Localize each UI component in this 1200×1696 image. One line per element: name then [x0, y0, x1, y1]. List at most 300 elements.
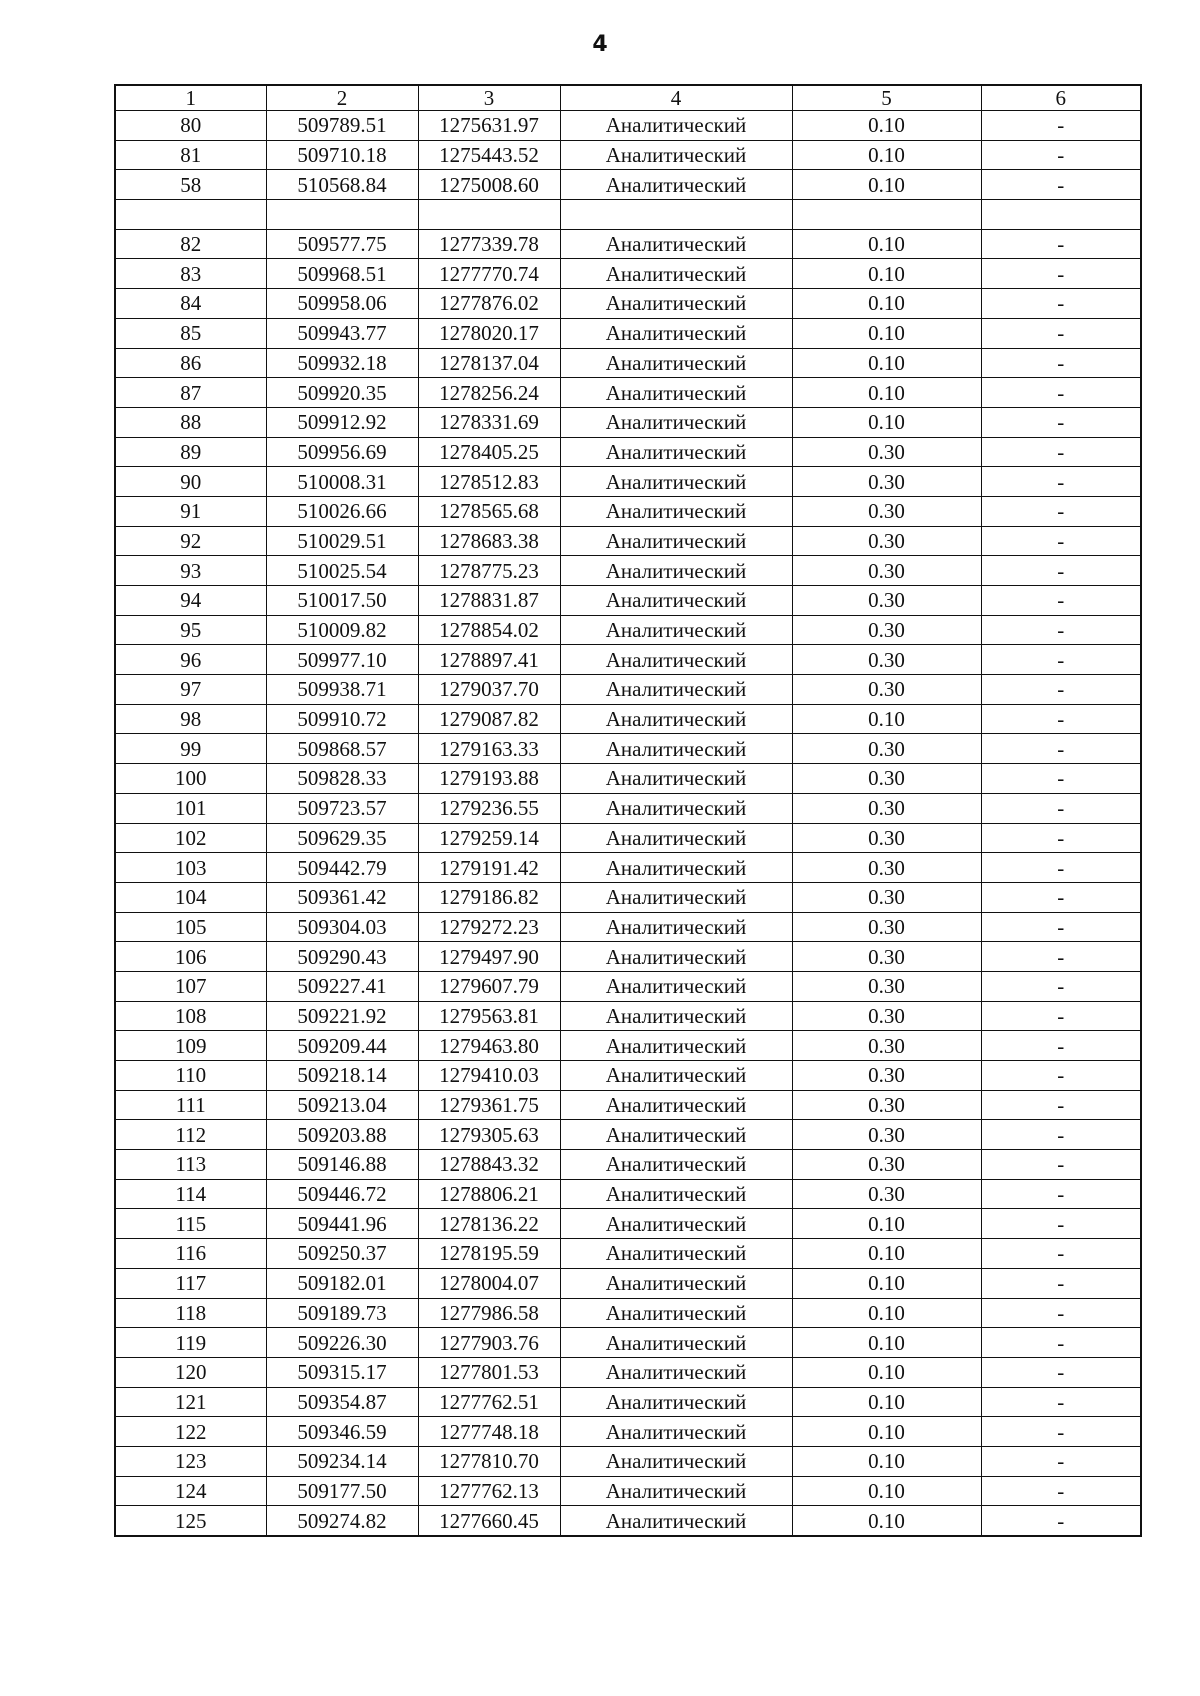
y-coordinate-cell: 1279607.79: [418, 971, 560, 1001]
method-cell: Аналитический: [560, 1239, 792, 1269]
y-coordinate-cell: 1275008.60: [418, 170, 560, 200]
point-number-cell: 90: [115, 467, 266, 497]
method-cell: Аналитический: [560, 912, 792, 942]
x-coordinate-cell: 509442.79: [266, 853, 418, 883]
note-cell: -: [981, 437, 1141, 467]
x-coordinate-cell: 509710.18: [266, 140, 418, 170]
table-row: [115, 407, 1141, 437]
table-row: [115, 140, 1141, 170]
method-cell: Аналитический: [560, 140, 792, 170]
coordinates-table: [114, 84, 1142, 1537]
note-cell: -: [981, 1209, 1141, 1239]
x-coordinate-cell: 509577.75: [266, 229, 418, 259]
x-coordinate-cell: 509213.04: [266, 1090, 418, 1120]
point-number-cell: 113: [115, 1150, 266, 1180]
method-cell: Аналитический: [560, 1061, 792, 1091]
table-row: [115, 467, 1141, 497]
accuracy-cell: 0.30: [792, 1001, 981, 1031]
note-cell: -: [981, 259, 1141, 289]
point-number-cell: 91: [115, 496, 266, 526]
x-coordinate-cell: 509209.44: [266, 1031, 418, 1061]
table-row: [115, 170, 1141, 200]
x-coordinate-cell: 509182.01: [266, 1268, 418, 1298]
table-row: [115, 1387, 1141, 1417]
y-coordinate-cell: 1278020.17: [418, 318, 560, 348]
x-coordinate-cell: 509441.96: [266, 1209, 418, 1239]
accuracy-cell: 0.10: [792, 111, 981, 141]
point-number-cell: 88: [115, 407, 266, 437]
method-cell: Аналитический: [560, 1476, 792, 1506]
y-coordinate-cell: 1279305.63: [418, 1120, 560, 1150]
column-header: 6: [981, 85, 1141, 111]
note-cell: -: [981, 645, 1141, 675]
x-coordinate-cell: 509912.92: [266, 407, 418, 437]
table-row: [115, 853, 1141, 883]
x-coordinate-cell: 509346.59: [266, 1417, 418, 1447]
y-coordinate-cell: 1277660.45: [418, 1506, 560, 1536]
accuracy-cell: 0.10: [792, 1387, 981, 1417]
point-number-cell: 108: [115, 1001, 266, 1031]
accuracy-cell: 0.10: [792, 348, 981, 378]
accuracy-cell: 0.30: [792, 1031, 981, 1061]
note-cell: -: [981, 1001, 1141, 1031]
table-row: [115, 1090, 1141, 1120]
table-row: [115, 200, 1141, 230]
x-coordinate-cell: 509956.69: [266, 437, 418, 467]
note-cell: -: [981, 764, 1141, 794]
column-header: 5: [792, 85, 981, 111]
note-cell: -: [981, 1387, 1141, 1417]
note-cell: -: [981, 1239, 1141, 1269]
note-cell: -: [981, 229, 1141, 259]
note-cell: -: [981, 1476, 1141, 1506]
method-cell: Аналитический: [560, 1506, 792, 1536]
point-number-cell: 110: [115, 1061, 266, 1091]
table-row: [115, 1120, 1141, 1150]
x-coordinate-cell: 509938.71: [266, 675, 418, 705]
accuracy-cell: 0.30: [792, 586, 981, 616]
point-number-cell: 112: [115, 1120, 266, 1150]
y-coordinate-cell: 1278195.59: [418, 1239, 560, 1269]
method-cell: Аналитический: [560, 1209, 792, 1239]
accuracy-cell: 0.10: [792, 1328, 981, 1358]
accuracy-cell: 0.10: [792, 407, 981, 437]
point-number-cell: 111: [115, 1090, 266, 1120]
x-coordinate-cell: 509446.72: [266, 1179, 418, 1209]
method-cell: Аналитический: [560, 586, 792, 616]
x-coordinate-cell: 509723.57: [266, 793, 418, 823]
accuracy-cell: 0.10: [792, 318, 981, 348]
accuracy-cell: 0.30: [792, 971, 981, 1001]
x-coordinate-cell: 509828.33: [266, 764, 418, 794]
y-coordinate-cell: 1278512.83: [418, 467, 560, 497]
y-coordinate-cell: 1279191.42: [418, 853, 560, 883]
table-body: [115, 85, 1141, 1536]
table-row: [115, 764, 1141, 794]
x-coordinate-cell: 509177.50: [266, 1476, 418, 1506]
point-number-cell: 121: [115, 1387, 266, 1417]
point-number-cell: 83: [115, 259, 266, 289]
table-row: [115, 1417, 1141, 1447]
point-number-cell: 101: [115, 793, 266, 823]
accuracy-cell: 0.30: [792, 496, 981, 526]
accuracy-cell: [792, 200, 981, 230]
x-coordinate-cell: 510017.50: [266, 586, 418, 616]
y-coordinate-cell: 1278405.25: [418, 437, 560, 467]
y-coordinate-cell: 1277762.13: [418, 1476, 560, 1506]
note-cell: -: [981, 348, 1141, 378]
accuracy-cell: 0.10: [792, 170, 981, 200]
y-coordinate-cell: 1279410.03: [418, 1061, 560, 1091]
y-coordinate-cell: 1277876.02: [418, 289, 560, 319]
point-number-cell: 102: [115, 823, 266, 853]
point-number-cell: 80: [115, 111, 266, 141]
table-header-row: [115, 85, 1141, 111]
note-cell: -: [981, 704, 1141, 734]
accuracy-cell: 0.30: [792, 556, 981, 586]
point-number-cell: 92: [115, 526, 266, 556]
x-coordinate-cell: 509932.18: [266, 348, 418, 378]
note-cell: -: [981, 882, 1141, 912]
note-cell: -: [981, 1179, 1141, 1209]
y-coordinate-cell: 1277339.78: [418, 229, 560, 259]
x-coordinate-cell: 509910.72: [266, 704, 418, 734]
table-row: [115, 1061, 1141, 1091]
method-cell: Аналитический: [560, 615, 792, 645]
point-number-cell: 82: [115, 229, 266, 259]
accuracy-cell: 0.30: [792, 1061, 981, 1091]
accuracy-cell: 0.10: [792, 289, 981, 319]
table-row: [115, 1298, 1141, 1328]
method-cell: Аналитический: [560, 734, 792, 764]
method-cell: Аналитический: [560, 704, 792, 734]
accuracy-cell: 0.10: [792, 704, 981, 734]
y-coordinate-cell: 1278565.68: [418, 496, 560, 526]
point-number-cell: 122: [115, 1417, 266, 1447]
note-cell: -: [981, 971, 1141, 1001]
note-cell: -: [981, 1328, 1141, 1358]
method-cell: Аналитический: [560, 1387, 792, 1417]
note-cell: -: [981, 675, 1141, 705]
method-cell: Аналитический: [560, 1268, 792, 1298]
method-cell: Аналитический: [560, 229, 792, 259]
method-cell: Аналитический: [560, 971, 792, 1001]
method-cell: Аналитический: [560, 1417, 792, 1447]
method-cell: Аналитический: [560, 942, 792, 972]
method-cell: Аналитический: [560, 1120, 792, 1150]
point-number-cell: 114: [115, 1179, 266, 1209]
note-cell: -: [981, 734, 1141, 764]
x-coordinate-cell: 509250.37: [266, 1239, 418, 1269]
accuracy-cell: 0.30: [792, 1120, 981, 1150]
note-cell: -: [981, 1268, 1141, 1298]
point-number-cell: 117: [115, 1268, 266, 1298]
table-row: [115, 556, 1141, 586]
x-coordinate-cell: 510029.51: [266, 526, 418, 556]
note-cell: -: [981, 407, 1141, 437]
y-coordinate-cell: 1278854.02: [418, 615, 560, 645]
y-coordinate-cell: 1277748.18: [418, 1417, 560, 1447]
x-coordinate-cell: 510025.54: [266, 556, 418, 586]
point-number-cell: 87: [115, 378, 266, 408]
method-cell: Аналитический: [560, 1150, 792, 1180]
point-number-cell: [115, 200, 266, 230]
x-coordinate-cell: 509221.92: [266, 1001, 418, 1031]
point-number-cell: 85: [115, 318, 266, 348]
y-coordinate-cell: 1279463.80: [418, 1031, 560, 1061]
method-cell: Аналитический: [560, 1298, 792, 1328]
table-row: [115, 734, 1141, 764]
x-coordinate-cell: 509274.82: [266, 1506, 418, 1536]
note-cell: -: [981, 556, 1141, 586]
note-cell: -: [981, 1090, 1141, 1120]
method-cell: Аналитический: [560, 378, 792, 408]
x-coordinate-cell: 509361.42: [266, 882, 418, 912]
accuracy-cell: 0.30: [792, 1090, 981, 1120]
method-cell: Аналитический: [560, 1001, 792, 1031]
x-coordinate-cell: 509920.35: [266, 378, 418, 408]
note-cell: -: [981, 1506, 1141, 1536]
method-cell: Аналитический: [560, 289, 792, 319]
point-number-cell: 94: [115, 586, 266, 616]
point-number-cell: 103: [115, 853, 266, 883]
y-coordinate-cell: 1279497.90: [418, 942, 560, 972]
table-row: [115, 615, 1141, 645]
note-cell: -: [981, 586, 1141, 616]
table-row: [115, 348, 1141, 378]
table-row: [115, 1506, 1141, 1536]
table-row: [115, 912, 1141, 942]
point-number-cell: 89: [115, 437, 266, 467]
table-row: [115, 259, 1141, 289]
y-coordinate-cell: 1279259.14: [418, 823, 560, 853]
x-coordinate-cell: 509943.77: [266, 318, 418, 348]
note-cell: -: [981, 318, 1141, 348]
y-coordinate-cell: 1279236.55: [418, 793, 560, 823]
y-coordinate-cell: 1275443.52: [418, 140, 560, 170]
note-cell: -: [981, 1061, 1141, 1091]
table-row: [115, 526, 1141, 556]
table-row: [115, 496, 1141, 526]
y-coordinate-cell: 1275631.97: [418, 111, 560, 141]
table-row: [115, 437, 1141, 467]
point-number-cell: 81: [115, 140, 266, 170]
note-cell: -: [981, 140, 1141, 170]
y-coordinate-cell: 1277762.51: [418, 1387, 560, 1417]
x-coordinate-cell: [266, 200, 418, 230]
y-coordinate-cell: 1279361.75: [418, 1090, 560, 1120]
table-row: [115, 823, 1141, 853]
method-cell: Аналитический: [560, 882, 792, 912]
table-row: [115, 1357, 1141, 1387]
method-cell: Аналитический: [560, 407, 792, 437]
point-number-cell: 115: [115, 1209, 266, 1239]
y-coordinate-cell: 1279037.70: [418, 675, 560, 705]
accuracy-cell: 0.30: [792, 645, 981, 675]
table-row: [115, 1446, 1141, 1476]
point-number-cell: 125: [115, 1506, 266, 1536]
x-coordinate-cell: 510009.82: [266, 615, 418, 645]
table-row: [115, 1328, 1141, 1358]
accuracy-cell: 0.30: [792, 764, 981, 794]
accuracy-cell: 0.30: [792, 526, 981, 556]
point-number-cell: 93: [115, 556, 266, 586]
accuracy-cell: 0.30: [792, 467, 981, 497]
note-cell: -: [981, 823, 1141, 853]
accuracy-cell: 0.10: [792, 1417, 981, 1447]
table-row: [115, 378, 1141, 408]
accuracy-cell: 0.10: [792, 1446, 981, 1476]
column-header: 2: [266, 85, 418, 111]
x-coordinate-cell: 509203.88: [266, 1120, 418, 1150]
method-cell: Аналитический: [560, 1446, 792, 1476]
point-number-cell: 124: [115, 1476, 266, 1506]
y-coordinate-cell: 1278004.07: [418, 1268, 560, 1298]
y-coordinate-cell: 1279186.82: [418, 882, 560, 912]
y-coordinate-cell: 1278683.38: [418, 526, 560, 556]
accuracy-cell: 0.10: [792, 140, 981, 170]
y-coordinate-cell: 1278831.87: [418, 586, 560, 616]
point-number-cell: 95: [115, 615, 266, 645]
point-number-cell: 106: [115, 942, 266, 972]
table-row: [115, 1268, 1141, 1298]
x-coordinate-cell: 509218.14: [266, 1061, 418, 1091]
method-cell: Аналитический: [560, 645, 792, 675]
x-coordinate-cell: 509968.51: [266, 259, 418, 289]
y-coordinate-cell: 1279193.88: [418, 764, 560, 794]
point-number-cell: 118: [115, 1298, 266, 1328]
table-row: [115, 1476, 1141, 1506]
point-number-cell: 100: [115, 764, 266, 794]
note-cell: -: [981, 496, 1141, 526]
note-cell: -: [981, 1298, 1141, 1328]
accuracy-cell: 0.30: [792, 675, 981, 705]
point-number-cell: 99: [115, 734, 266, 764]
accuracy-cell: 0.10: [792, 378, 981, 408]
method-cell: Аналитический: [560, 1031, 792, 1061]
table-row: [115, 1150, 1141, 1180]
table-row: [115, 111, 1141, 141]
y-coordinate-cell: 1279272.23: [418, 912, 560, 942]
point-number-cell: 116: [115, 1239, 266, 1269]
table-row: [115, 318, 1141, 348]
accuracy-cell: 0.30: [792, 1150, 981, 1180]
method-cell: Аналитический: [560, 853, 792, 883]
method-cell: Аналитический: [560, 496, 792, 526]
point-number-cell: 86: [115, 348, 266, 378]
accuracy-cell: 0.10: [792, 229, 981, 259]
accuracy-cell: 0.30: [792, 912, 981, 942]
y-coordinate-cell: 1278897.41: [418, 645, 560, 675]
y-coordinate-cell: [418, 200, 560, 230]
note-cell: -: [981, 1150, 1141, 1180]
method-cell: Аналитический: [560, 111, 792, 141]
point-number-cell: 104: [115, 882, 266, 912]
method-cell: Аналитический: [560, 348, 792, 378]
column-header: 1: [115, 85, 266, 111]
table-row: [115, 1031, 1141, 1061]
accuracy-cell: 0.30: [792, 1179, 981, 1209]
table-row: [115, 1209, 1141, 1239]
x-coordinate-cell: 509315.17: [266, 1357, 418, 1387]
note-cell: [981, 200, 1141, 230]
y-coordinate-cell: 1278256.24: [418, 378, 560, 408]
x-coordinate-cell: 509789.51: [266, 111, 418, 141]
note-cell: -: [981, 289, 1141, 319]
method-cell: Аналитический: [560, 764, 792, 794]
x-coordinate-cell: 509868.57: [266, 734, 418, 764]
method-cell: Аналитический: [560, 1328, 792, 1358]
point-number-cell: 107: [115, 971, 266, 1001]
accuracy-cell: 0.10: [792, 1239, 981, 1269]
note-cell: -: [981, 526, 1141, 556]
y-coordinate-cell: 1278137.04: [418, 348, 560, 378]
note-cell: -: [981, 1446, 1141, 1476]
point-number-cell: 105: [115, 912, 266, 942]
y-coordinate-cell: 1279087.82: [418, 704, 560, 734]
y-coordinate-cell: 1278136.22: [418, 1209, 560, 1239]
y-coordinate-cell: 1278806.21: [418, 1179, 560, 1209]
accuracy-cell: 0.10: [792, 1268, 981, 1298]
table-row: [115, 1239, 1141, 1269]
note-cell: -: [981, 853, 1141, 883]
x-coordinate-cell: 509227.41: [266, 971, 418, 1001]
note-cell: -: [981, 378, 1141, 408]
table-row: [115, 942, 1141, 972]
note-cell: -: [981, 942, 1141, 972]
method-cell: [560, 200, 792, 230]
method-cell: Аналитический: [560, 1090, 792, 1120]
note-cell: -: [981, 1120, 1141, 1150]
method-cell: Аналитический: [560, 823, 792, 853]
table-row: [115, 675, 1141, 705]
note-cell: -: [981, 912, 1141, 942]
table-row: [115, 971, 1141, 1001]
column-header: 3: [418, 85, 560, 111]
method-cell: Аналитический: [560, 259, 792, 289]
y-coordinate-cell: 1279563.81: [418, 1001, 560, 1031]
x-coordinate-cell: 509304.03: [266, 912, 418, 942]
x-coordinate-cell: 509629.35: [266, 823, 418, 853]
table-row: [115, 882, 1141, 912]
y-coordinate-cell: 1277810.70: [418, 1446, 560, 1476]
note-cell: -: [981, 1031, 1141, 1061]
note-cell: -: [981, 1357, 1141, 1387]
method-cell: Аналитический: [560, 1179, 792, 1209]
point-number-cell: 97: [115, 675, 266, 705]
note-cell: -: [981, 170, 1141, 200]
accuracy-cell: 0.10: [792, 259, 981, 289]
accuracy-cell: 0.30: [792, 942, 981, 972]
x-coordinate-cell: 509146.88: [266, 1150, 418, 1180]
y-coordinate-cell: 1277801.53: [418, 1357, 560, 1387]
accuracy-cell: 0.10: [792, 1357, 981, 1387]
y-coordinate-cell: 1278775.23: [418, 556, 560, 586]
column-header: 4: [560, 85, 792, 111]
method-cell: Аналитический: [560, 556, 792, 586]
method-cell: Аналитический: [560, 467, 792, 497]
y-coordinate-cell: 1278843.32: [418, 1150, 560, 1180]
x-coordinate-cell: 509189.73: [266, 1298, 418, 1328]
point-number-cell: 98: [115, 704, 266, 734]
x-coordinate-cell: 509354.87: [266, 1387, 418, 1417]
point-number-cell: 84: [115, 289, 266, 319]
table-row: [115, 229, 1141, 259]
method-cell: Аналитический: [560, 437, 792, 467]
table-row: [115, 1001, 1141, 1031]
point-number-cell: 120: [115, 1357, 266, 1387]
table-row: [115, 793, 1141, 823]
